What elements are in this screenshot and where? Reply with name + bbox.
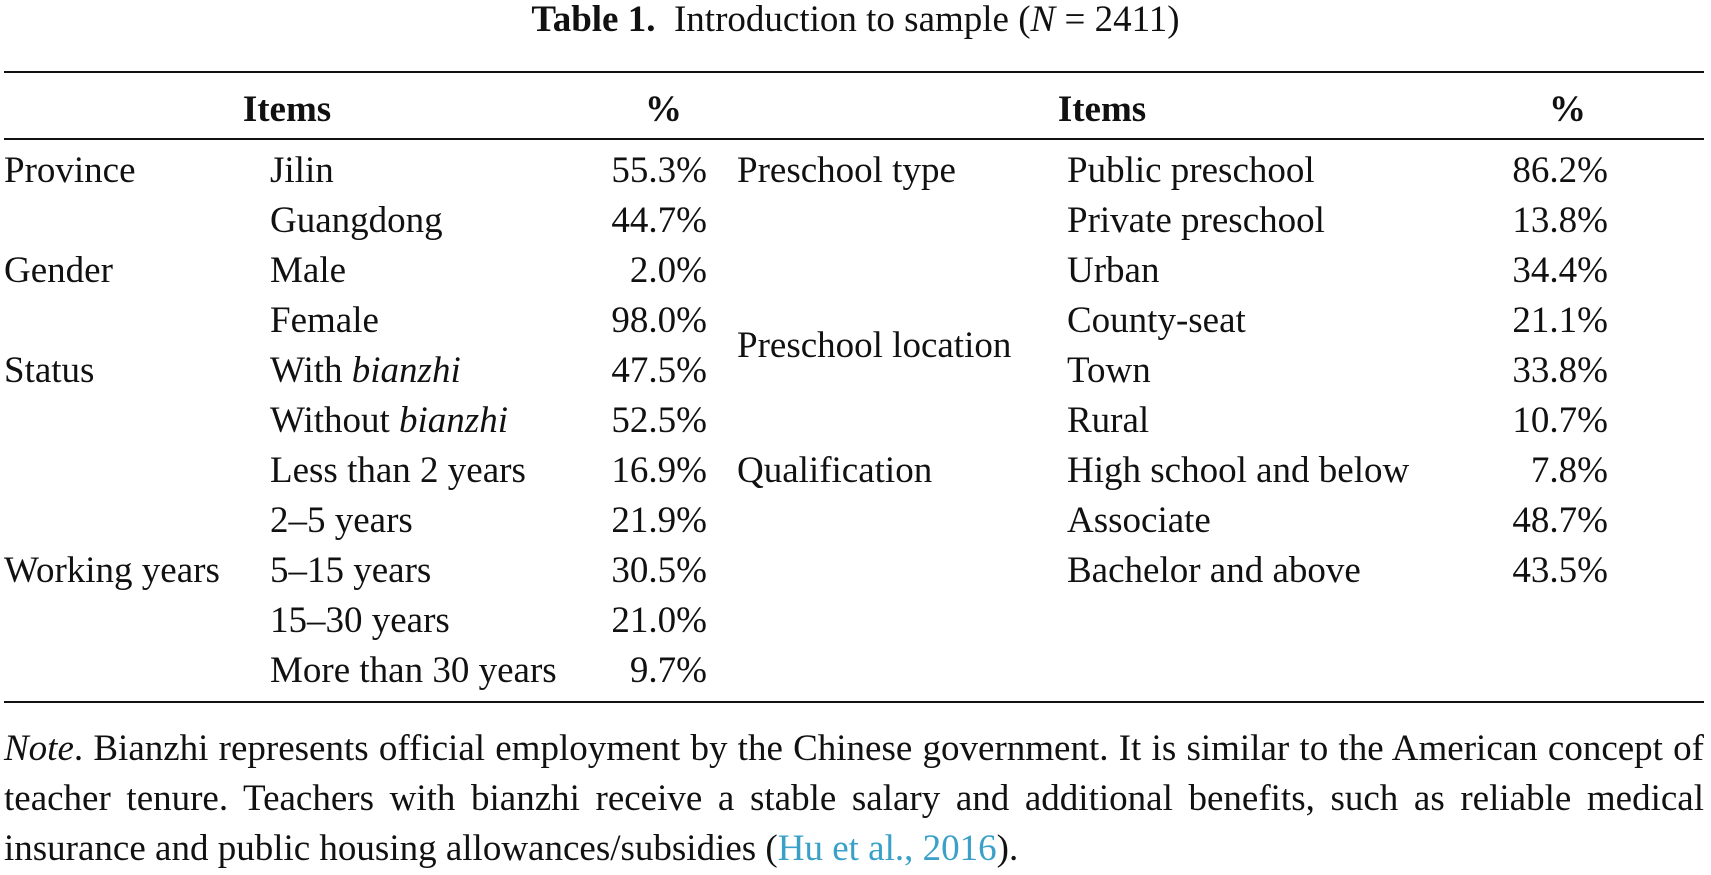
citation-link[interactable]: Hu et al., 2016 bbox=[777, 828, 997, 869]
category-province: Province bbox=[4, 150, 136, 191]
pct-cell: 9.7% bbox=[629, 650, 707, 691]
table-row bbox=[4, 196, 1608, 246]
sample-table bbox=[4, 90, 1608, 696]
pct-cell: 30.5% bbox=[611, 550, 707, 591]
header-row bbox=[4, 90, 1608, 130]
category-qualification: Qualification bbox=[737, 450, 933, 491]
item-cell: Less than 2 years bbox=[270, 450, 526, 491]
table-row bbox=[4, 246, 1608, 296]
header-left-pct: % bbox=[645, 89, 682, 130]
bottom-rule bbox=[4, 701, 1704, 703]
pct-cell: 33.8% bbox=[1512, 350, 1608, 391]
pct-cell: 98.0% bbox=[611, 300, 707, 341]
pct-cell: 43.5% bbox=[1512, 550, 1608, 591]
caption-text: Introduction to sample ( bbox=[673, 0, 1031, 40]
pct-cell: 55.3% bbox=[611, 150, 707, 191]
item-cell: Male bbox=[270, 250, 347, 291]
item-cell: More than 30 years bbox=[270, 650, 557, 691]
item-cell: 5–15 years bbox=[270, 550, 432, 591]
item-cell: Public preschool bbox=[1067, 150, 1315, 191]
item-cell: Urban bbox=[1067, 250, 1160, 291]
pct-cell: 7.8% bbox=[1530, 450, 1608, 491]
table-row bbox=[4, 146, 1608, 196]
caption-n-expr: = 2411 bbox=[1055, 0, 1168, 40]
item-cell: 15–30 years bbox=[270, 600, 450, 641]
pct-cell: 86.2% bbox=[1512, 150, 1608, 191]
pct-cell: 2.0% bbox=[629, 250, 707, 291]
item-cell: Female bbox=[270, 300, 379, 341]
header-right-items: Items bbox=[1057, 89, 1147, 130]
category-status: Status bbox=[4, 350, 95, 391]
note-text: . Bianzhi represents official employment by the Chinese government. It is similar to the American concept of teacher tenure. Teachers with bianzhi receive a stable salary and additional benefits, such as reliable medical insurance and public housing allowances/subsidies ( bbox=[4, 728, 1704, 869]
pct-cell: 21.9% bbox=[611, 500, 707, 541]
category-working-years: Working years bbox=[4, 550, 220, 591]
pct-cell: 13.8% bbox=[1512, 200, 1608, 241]
item-cell: Without bianzhi bbox=[270, 400, 508, 441]
item-cell: Associate bbox=[1067, 500, 1211, 541]
item-cell: Jilin bbox=[270, 150, 334, 191]
item-cell: 2–5 years bbox=[270, 500, 413, 541]
table-row bbox=[4, 446, 1608, 496]
item-cell: Town bbox=[1067, 350, 1151, 391]
pct-cell: 48.7% bbox=[1512, 500, 1608, 541]
table-label: Table 1. bbox=[531, 0, 656, 40]
pct-cell: 10.7% bbox=[1512, 400, 1608, 441]
item-cell: Rural bbox=[1067, 400, 1150, 441]
category-gender: Gender bbox=[4, 250, 113, 291]
note-end: ). bbox=[996, 828, 1019, 869]
caption-close: ) bbox=[1167, 0, 1180, 40]
pct-cell: 34.4% bbox=[1512, 250, 1608, 291]
pct-cell: 21.1% bbox=[1512, 300, 1608, 341]
header-right-pct: % bbox=[1549, 89, 1586, 130]
item-cell: Private preschool bbox=[1067, 200, 1325, 241]
category-preschool-location: Preschool location bbox=[737, 325, 1012, 366]
item-cell: With bianzhi bbox=[270, 350, 461, 391]
item-cell: High school and below bbox=[1067, 450, 1410, 491]
caption-n-symbol: N bbox=[1030, 0, 1056, 40]
top-rule bbox=[4, 71, 1704, 73]
pct-cell: 16.9% bbox=[611, 450, 707, 491]
table-caption bbox=[0, 0, 1711, 40]
note-label: Note bbox=[4, 728, 74, 769]
category-preschool-type: Preschool type bbox=[737, 150, 956, 191]
item-cell: Bachelor and above bbox=[1067, 550, 1361, 591]
table-note bbox=[4, 724, 1704, 874]
pct-cell: 21.0% bbox=[611, 600, 707, 641]
pct-cell: 47.5% bbox=[611, 350, 707, 391]
pct-cell: 44.7% bbox=[611, 200, 707, 241]
header-left-items: Items bbox=[242, 89, 332, 130]
item-cell: County-seat bbox=[1067, 300, 1246, 341]
pct-cell: 52.5% bbox=[611, 400, 707, 441]
item-cell: Guangdong bbox=[270, 200, 443, 241]
